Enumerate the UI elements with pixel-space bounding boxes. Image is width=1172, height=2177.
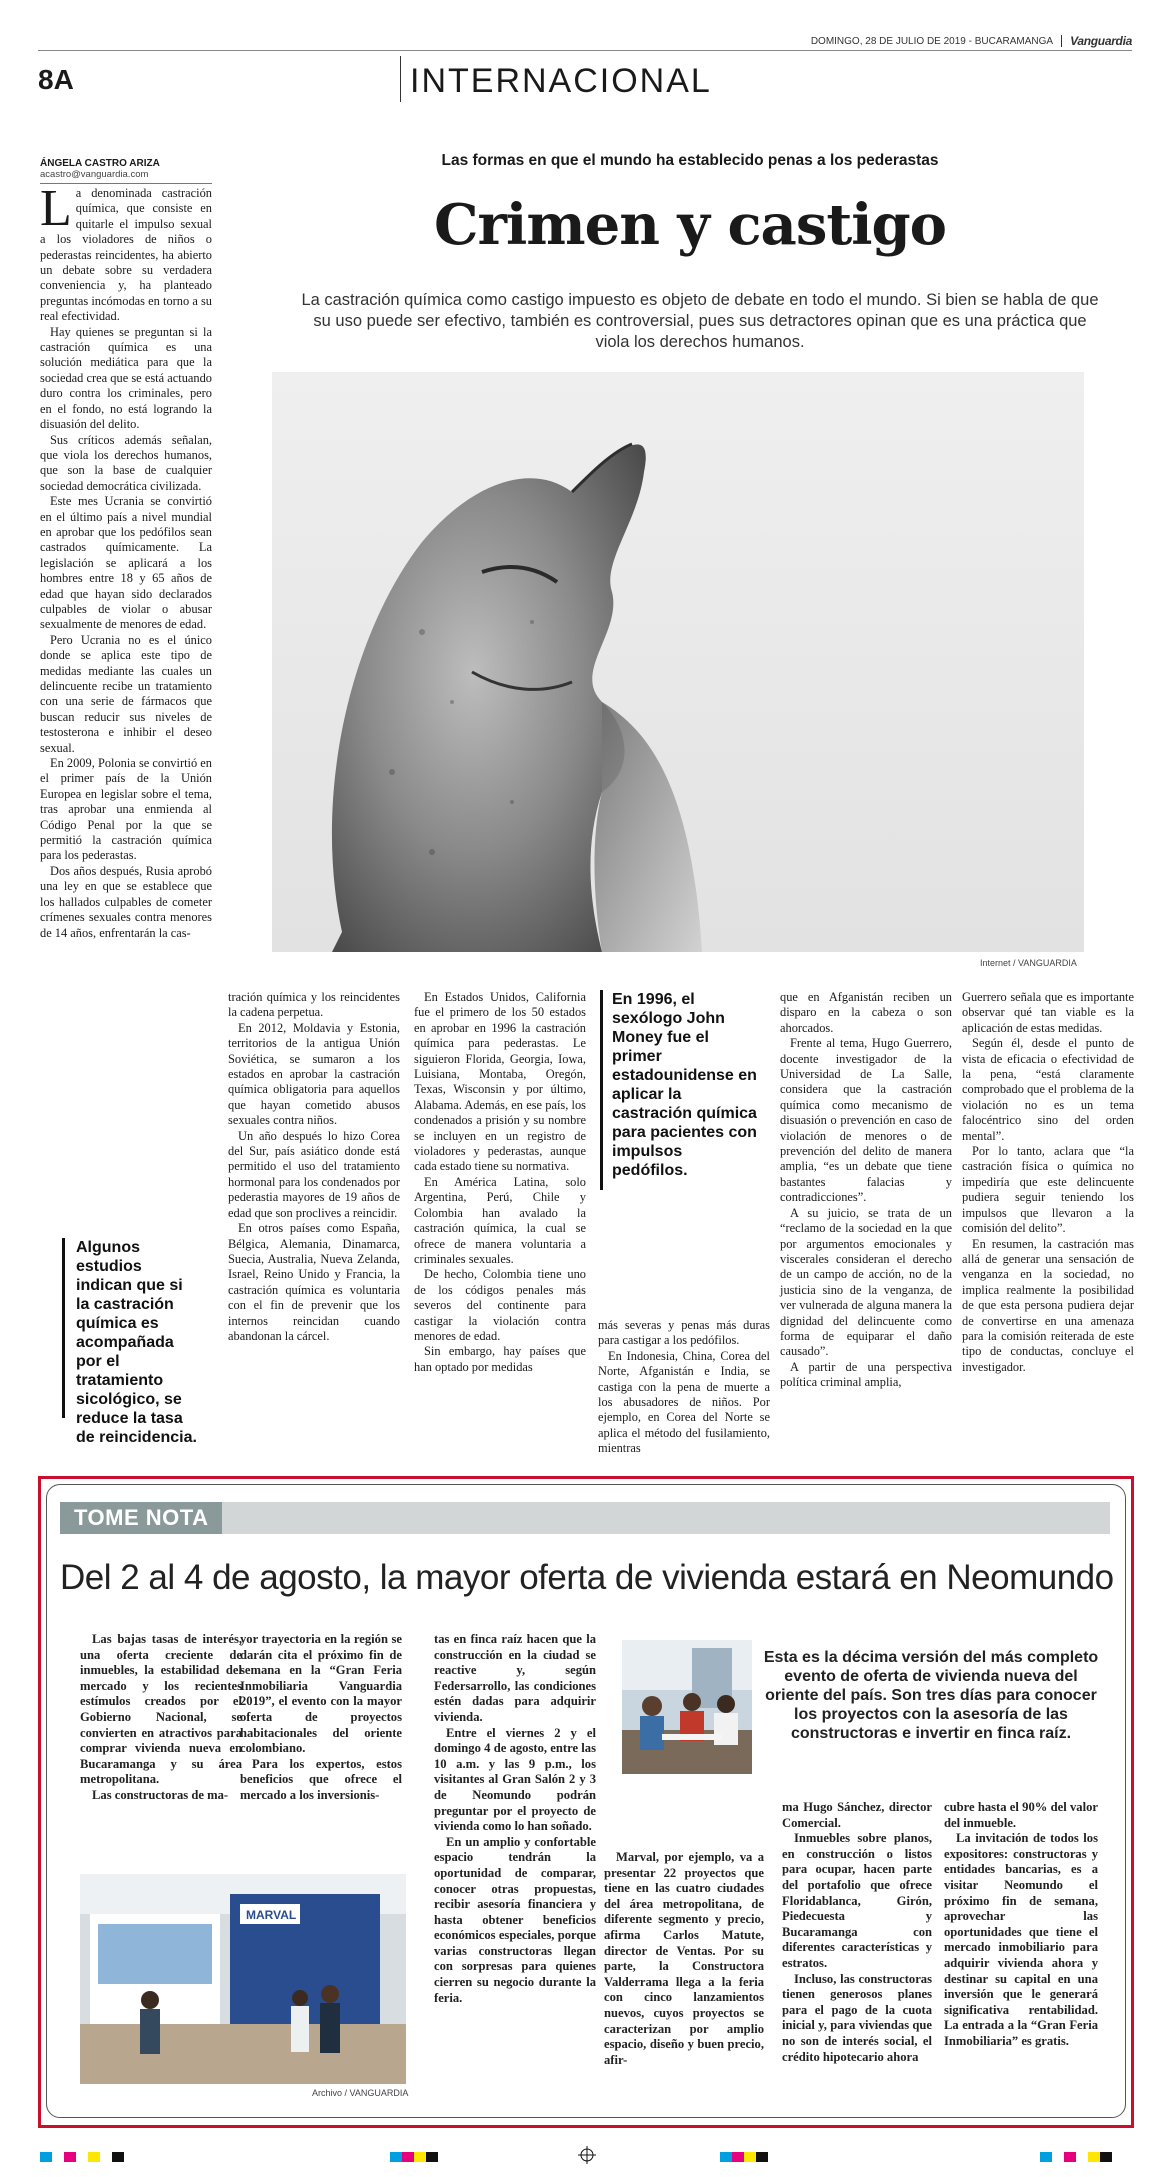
paragraph: Pero Ucrania no es el único donde se aplica este tipo de medidas mediante las cuales un delincuente recibe un tratamiento con una serie de fármacos que buscan reducir sus niveles de testosterona e inhibir el deseo sexual.: [40, 632, 212, 755]
color-bar-left: [40, 2152, 124, 2162]
paragraph: En 2012, Moldavia y Estonia, territorios de la antigua Unión Soviética, se sumaron a los estados en aprobar la castración química obligatoria para aquellos que hayan cometido abusos sexuales contra niños.: [228, 1020, 400, 1128]
article-column-4: [598, 1318, 770, 1457]
registration-mark-icon: [578, 2146, 596, 2164]
booth-sign: MARVAL: [246, 1908, 297, 1922]
paragraph: Para los expertos, estos beneficios que ofrece el mercado a los inversionis-: [240, 1756, 402, 1802]
tome-nota-label: TOME NOTA: [60, 1502, 222, 1534]
paragraph: A su juicio, se trata de un “reclamo de la sociedad en la que por argumentos emocionales y viscerales consideran el derecho de un campo de acción, no de la justicia sino de la venganza, de ver vulnerada de alguna manera la dignidad del delincuente como forma de equiparar el daño causado”.: [780, 1205, 952, 1359]
paragraph: Un año después lo hizo Corea del Sur, país asiático donde está permitido el uso del tratamiento hormonal para los condenados por pederastia mayores de 19 años de edad que son proclives a reincidir.: [228, 1128, 400, 1220]
paragraph: Frente al tema, Hugo Guerrero, docente investigador de la Universidad de La Salle, considera que la castración química como mecanismo de disuasión o prevención en caso de violación de menores o de prevención del delito de manera amplia, “es un debate que tiene bastantes falacias y contradicciones”.: [780, 1036, 952, 1205]
paragraph: Marval, por ejemplo, va a presentar 22 proyectos que tiene en las cuatro ciudades del área metropolitana, de diferente segmento y precio, afirma Carlos Matute, director de Ventas. Por su parte, la Constructora Valderrama llega a la feria con cinco lanzamientos nuevos, cuyos proyectos se caracterizan por amplio espacio, diseño y buen precio, afir-: [604, 1850, 764, 2067]
article-kicker: Las formas en que el mundo ha establecido penas a los pederastas: [441, 152, 939, 169]
paragraph: En América Latina, solo Argentina, Perú, Chile y Colombia han avalado la castración química, la cual se ofrece de manera voluntaria a criminales sexuales.: [414, 1174, 586, 1266]
article-headline: Crimen y castigo: [433, 192, 947, 258]
tome-column-2: [240, 1632, 402, 1804]
pull-quote: En 1996, el sexólogo John Money fue el primer estadounidense en aplicar la castración química para pacientes con impulsos pedófilos.: [612, 991, 757, 1179]
paragraph: yor trayectoria en la región se darán cita el próximo fin de semana en la “Gran Feria Inmobiliaria Vanguardia 2019”, el evento con la mayor oferta de proyectos habitacionales del oriente colombiano.: [240, 1632, 402, 1756]
paragraph: tas en finca raíz hacen que la construcción en la ciudad se reactive y, según Federsarrollo, las condiciones estén dadas para adquirir vivienda.: [434, 1632, 596, 1724]
article-column-1: [40, 180, 212, 941]
dateline-separator: [1061, 35, 1062, 47]
paragraph: De hecho, Colombia tiene uno de los códigos penales más severos del continente para castigar la violación contra menores de edad.: [414, 1267, 586, 1343]
expo-booth-photo: [80, 1874, 406, 2084]
brand-logo: Vanguardia: [1070, 34, 1132, 48]
article-column-6: [962, 990, 1134, 1375]
article-column-2: [228, 990, 400, 1344]
tome-column-3: [434, 1632, 596, 2006]
paragraph: A partir de una perspectiva política criminal amplia,: [780, 1359, 952, 1390]
paragraph: a denominada castración química, que consiste en quitarle el impulso sexual a los violadores de niños o pederastas reincidentes, ha abierto un debate sobre su verdadera conveniencia y, ha planteado preguntas incómodas en torno a su real efectividad.: [40, 186, 212, 324]
color-bar-center-left: [390, 2152, 438, 2162]
pull-quote-rule: [62, 1238, 65, 1418]
article-column-5: [780, 990, 952, 1391]
photo-credit: Internet / VANGUARDIA: [980, 958, 1077, 968]
paragraph: Las constructoras de ma-: [92, 1787, 229, 1802]
color-bar-center-right: [720, 2152, 768, 2162]
paragraph: ma Hugo Sánchez, director Comercial.: [782, 1800, 932, 1830]
paragraph: Incluso, las constructoras tienen generosos planes para el pago de la cuota inicial y, para viviendas que no son de interés social, el crédito hipotecario ahora: [782, 1971, 932, 2064]
paragraph: En un amplio y confortable espacio tendrán la oportunidad de comparar, conocer otras propuestas, recibir asesoría financiera y hasta obtener beneficios económicos especiales, porque varias constructoras llegan con sorpresas para quienes cierren su negocio durante la feria.: [434, 1834, 596, 2005]
paragraph: En Indonesia, China, Corea del Norte, Afganistán e India, se castiga con la pena de muerte a los abusadores de niños. Por ejemplo, en Corea del Norte se aplica el método del fusilamiento, mientras: [598, 1348, 770, 1456]
paragraph: Inmuebles sobre planos, en construcción o listos para ocupar, hacen parte del portafolio que ofrece Floridablanca, Girón, Piedecuesta y Bucaramanga con diferentes características y estratos.: [782, 1831, 932, 1970]
pull-quote-rule: [600, 990, 603, 1190]
paragraph: Por lo tanto, aclara que “la castración física o química no impediría que este delincuente pudiera seguir teniendo los impulsos que llevaron a la comisión del delito”.: [962, 1144, 1134, 1236]
tome-column-4: [604, 1850, 764, 2068]
section-divider: [400, 56, 401, 102]
paragraph: Las bajas tasas de interés, una oferta creciente de inmuebles, la estabilidad del mercado y los recientes estímulos creados por el Gobierno Nacional, se convierten en atractivos para comprar vivienda nueva en Bucaramanga y su área metropolitana.: [80, 1632, 242, 1787]
tome-photo-credit: Archivo / VANGUARDIA: [312, 2088, 409, 2098]
color-bar-right: [1040, 2152, 1112, 2162]
paragraph: Guerrero señala que es importante observar qué tan viable es la aplicación de estas medidas.: [962, 990, 1134, 1035]
header-rule: [38, 50, 1132, 51]
dateline: DOMINGO, 28 DE JULIO DE 2019 - BUCARAMANGA: [810, 35, 1054, 47]
article-deck: La castración química como castigo impuesto es objeto de debate en todo el mundo. Si bien se habla de que su uso puede ser efectivo, también es controversial, pues sus detractores opinan que es una práctica que viola los derechos humanos.: [301, 291, 1099, 351]
paragraph: Hay quienes se preguntan si la castración química es una solución mediática para que la sociedad crea que se está actuando duro contra los criminales, pero en el fondo, no está logrando la disuasión del delito.: [40, 324, 212, 432]
paragraph: En Estados Unidos, California fue el primero de los 50 estados en aprobar en 1996 la castración química para pederastas. Le siguieron Florida, Georgia, Iowa, Luisiana, Montaba, Oregón, Texas, Wisconsin y por último, Alabama. Además, en ese país, los condenados a prisión y su nombre se incluyen en un registro de violadores y pederastas, aunque cada estado tiene su normativa.: [414, 990, 586, 1174]
paragraph: que en Afganistán reciben un disparo en la cabeza o son ahorcados.: [780, 990, 952, 1035]
paragraph: En resumen, la castración mas allá de generar una sensación de venganza en la sociedad, no implica realmente la posibilidad de que esta persona pudiera dejar de convertirse en una amenaza para la comisión reiterada de este tipo de conductas, concluye el investigador.: [962, 1236, 1134, 1374]
dateline-bar: [811, 34, 1132, 48]
tome-nota-headline: Del 2 al 4 de agosto, la mayor oferta de vivienda estará en Neomundo: [60, 1558, 1114, 1597]
paragraph: tración química y los reincidentes la cadena perpetua.: [228, 990, 400, 1020]
meeting-photo: [622, 1640, 752, 1774]
paragraph: Dos años después, Rusia aprobó una ley en que se establece que los hallados culpables de cometer crímenes sexuales contra menores de 14 años, enfrentarán la cas-: [40, 863, 212, 940]
paragraph: más severas y penas más duras para castigar a los pedófilos.: [598, 1318, 770, 1348]
paragraph: La invitación de todos los expositores: constructoras y entidades bancarias, es a visitar Neomundo el próximo fin de semana, aprovechar las oportunidades que tiene el mercado inmobiliario para adquirir vivienda ahora y destinar su capital en una inversión que le generará significativa rentabilidad. La entrada a la “Gran Feria Inmobiliaria” es gratis.: [944, 1831, 1098, 2048]
sculpture-photo: [272, 372, 1084, 952]
dropcap: L: [40, 180, 72, 237]
tome-pull-quote: Esta es la décima versión del más completo evento de oferta de vivienda nueva del oriente del país. Son tres días para conocer los proyectos con la asesoría de las constructoras e invertir en finca raíz.: [763, 1649, 1099, 1742]
paragraph: En otros países como España, Bélgica, Alemania, Dinamarca, Suecia, Australia, Nueva Zelanda, Israel, Reino Unido y Francia, la castración química es voluntaria con el fin de prevenir que los internos reincidan cuando abandonan la cárcel.: [228, 1221, 400, 1343]
tome-column-1: [80, 1632, 242, 1804]
paragraph: Según él, desde el punto de vista de eficacia o efectividad de la pena, “está claramente comprobado que el problema de la violación no es un tema falocéntrico sino del orden mental”.: [962, 1036, 1134, 1143]
paragraph: En 2009, Polonia se convirtió en el primer país de la Unión Europea en legislar sobre el tema, tras aprobar una enmienda al Código Penal por la que se permitió la castración química para los pederastas.: [40, 756, 212, 863]
section-title: INTERNACIONAL: [410, 62, 712, 100]
pull-quote: Algunos estudios indican que si la castración química es acompañada por el tratamiento sicológico, se reduce la tasa de reincidencia.: [76, 1239, 197, 1446]
author-name: ÁNGELA CASTRO ARIZA: [40, 158, 160, 169]
paragraph: cubre hasta el 90% del valor del inmueble.: [944, 1800, 1098, 1830]
page-number: 8A: [38, 64, 74, 95]
paragraph: Entre el viernes 2 y el domingo 4 de agosto, entre las 10 a.m. y las 9 p.m., los visitantes al Gran Salón 2 y 3 de Neomundo podrán preguntar por el proyecto de vivienda como lo han soñado.: [434, 1725, 596, 1834]
tome-column-5: [782, 1800, 932, 2065]
paragraph: Sus críticos además señalan, que viola los derechos humanos, que son la base de cualquier sociedad democrática civilizada.: [40, 432, 212, 493]
article-column-3: [414, 990, 586, 1375]
paragraph: Este mes Ucrania se convirtió en el último país a nivel mundial en aprobar que los pedófilos sean castrados químicamente. La legislación se aplicará a los hombres entre 18 y 65 años de edad que hayan sido declarados culpables de violar o abusar sexualmente de menores de edad.: [40, 494, 212, 632]
author-email: acastro@vanguardia.com: [40, 169, 212, 184]
tome-column-6: [944, 1800, 1098, 2050]
paragraph: Sin embargo, hay países que han optado por medidas: [414, 1344, 586, 1374]
